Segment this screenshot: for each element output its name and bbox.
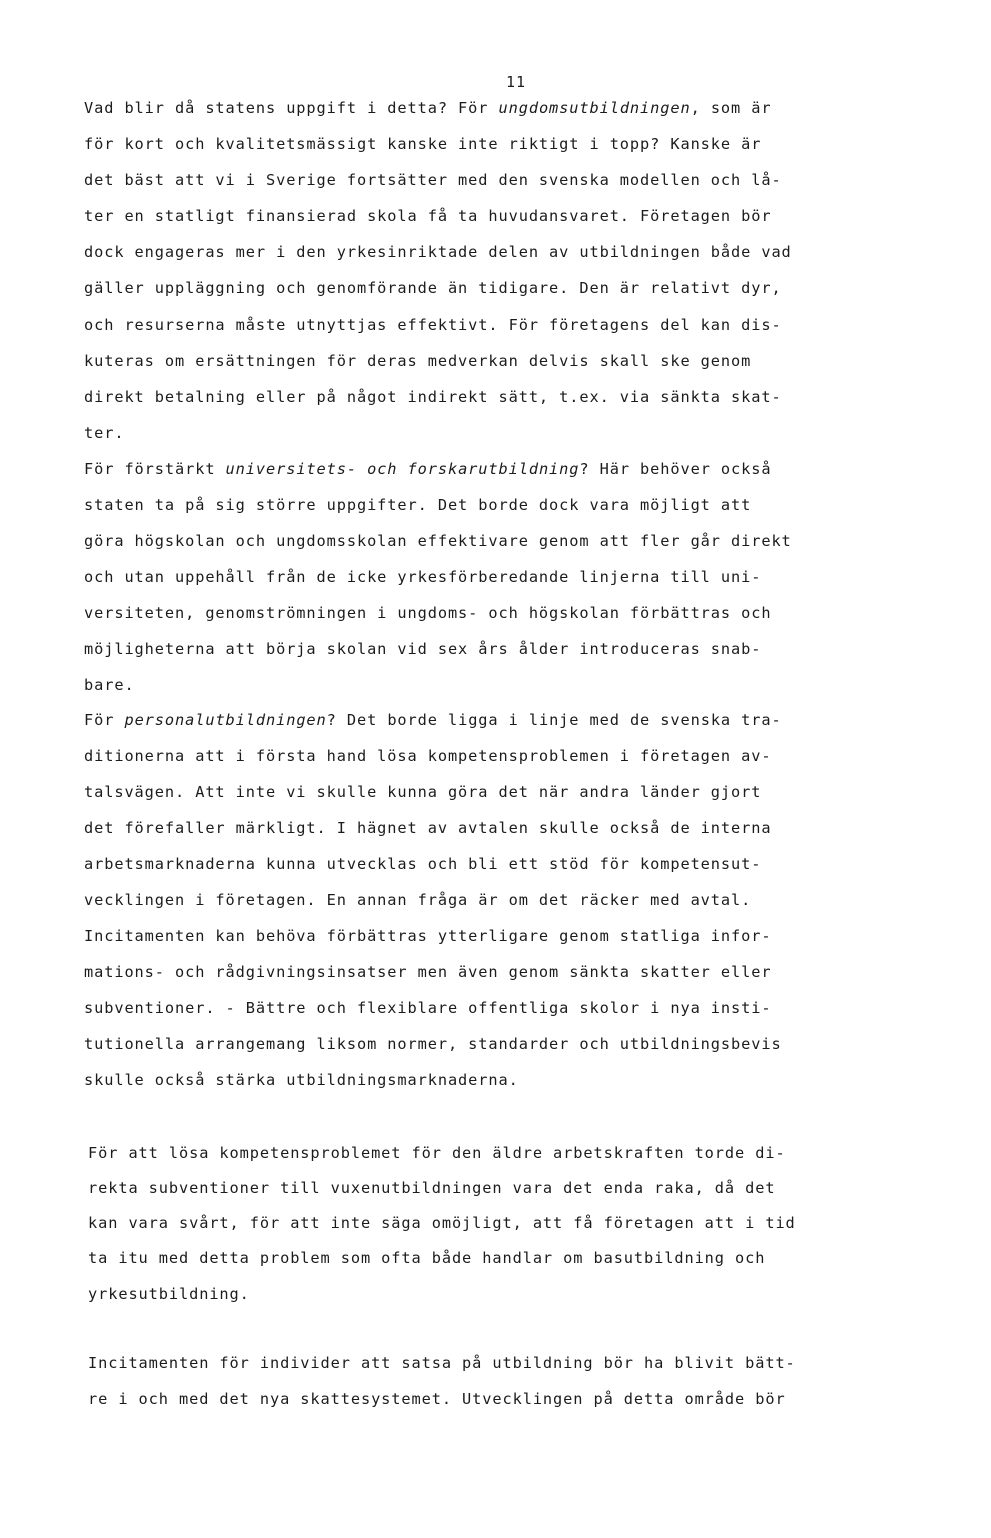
text-line (84, 1070, 519, 1090)
text-line (84, 567, 761, 587)
text-segment: gäller uppläggning och genomförande än tidigare. Den är relativt dyr, (84, 279, 782, 297)
text-segment: För (84, 711, 125, 729)
text-line (84, 170, 782, 190)
text-segment: versiteten, genomströmningen i ungdoms- och högskolan förbättras och (84, 604, 772, 622)
text-segment: staten ta på sig större uppgifter. Det borde dock vara möjligt att (84, 496, 752, 514)
text-line (84, 890, 751, 910)
text-segment: ta itu med detta problem som ofta både handlar om basutbildning och (88, 1249, 766, 1267)
text-segment: direkt betalning eller på något indirekt sätt, t.ex. via sänkta skat- (84, 388, 782, 406)
text-line (84, 675, 135, 695)
text-line (84, 603, 771, 623)
text-segment: möjligheterna att börja skolan vid sex års ålder introduceras snab- (84, 640, 762, 658)
text-line (88, 1143, 786, 1163)
text-segment: tutionella arrangemang liksom normer, standarder och utbildningsbevis (84, 1035, 782, 1053)
text-segment: det förefaller märkligt. I hägnet av avtalen skulle också de interna (84, 819, 772, 837)
text-segment: vecklingen i företagen. En annan fråga är om det räcker med avtal. (84, 891, 752, 909)
text-line (84, 351, 751, 371)
text-segment: För förstärkt (84, 460, 226, 478)
text-line (84, 206, 771, 226)
text-segment: subventioner. - Bättre och flexiblare offentliga skolor i nya insti- (84, 999, 772, 1017)
text-line (84, 998, 771, 1018)
text-line (84, 242, 792, 262)
text-segment: rekta subventioner till vuxenutbildningen vara det enda raka, då det (88, 1179, 776, 1197)
text-segment: ter. (84, 424, 125, 442)
italic-term: personalutbildningen (124, 711, 327, 729)
page-number: 11 (506, 73, 527, 91)
text-segment: ter en statligt finansierad skola få ta huvudansvaret. Företagen bör (84, 207, 772, 225)
text-segment: mations- och rådgivningsinsatser men även genom sänkta skatter eller (84, 963, 772, 981)
text-segment: för kort och kvalitetsmässigt kanske inte riktigt i topp? Kanske är (84, 135, 762, 153)
text-line (84, 639, 761, 659)
text-segment: re i och med det nya skattesystemet. Utvecklingen på detta område bör (88, 1390, 786, 1408)
text-segment: kan vara svårt, för att inte säga omöjligt, att få företagen att i tid (88, 1214, 796, 1232)
text-segment: göra högskolan och ungdomsskolan effektivare genom att fler går direkt (84, 532, 792, 550)
text-segment: , som är (690, 99, 772, 117)
text-segment: talsvägen. Att inte vi skulle kunna göra det när andra länder gjort (84, 783, 762, 801)
text-segment: bare. (84, 676, 135, 694)
text-line (84, 782, 761, 802)
text-line (84, 531, 792, 551)
text-segment: arbetsmarknaderna kunna utvecklas och bli ett stöd för kompetensut- (84, 855, 762, 873)
text-segment: ? Här behöver också (579, 460, 772, 478)
text-line (84, 962, 771, 982)
text-segment: Incitamenten kan behöva förbättras ytterligare genom statliga infor- (84, 927, 772, 945)
text-line (84, 710, 782, 730)
text-line (88, 1353, 796, 1373)
text-segment: ? Det borde ligga i linje med de svenska tra- (326, 711, 782, 729)
text-segment: skulle också stärka utbildningsmarknaderna. (84, 1071, 519, 1089)
text-line (84, 495, 751, 515)
text-line (84, 854, 761, 874)
italic-term: universitets- och forskarutbildning (225, 460, 580, 478)
text-line (84, 278, 782, 298)
text-segment: yrkesutbildning. (88, 1285, 250, 1303)
text-segment: och utan uppehåll från de icke yrkesförberedande linjerna till uni- (84, 568, 762, 586)
text-segment: För att lösa kompetensproblemet för den äldre arbetskraften torde di- (88, 1144, 786, 1162)
text-line (84, 459, 771, 479)
text-line (84, 423, 124, 443)
text-line (88, 1389, 786, 1409)
text-line (84, 387, 782, 407)
text-segment: dock engageras mer i den yrkesinriktade delen av utbildningen både vad (84, 243, 792, 261)
text-line (84, 134, 761, 154)
text-segment: det bäst att vi i Sverige fortsätter med den svenska modellen och lå- (84, 171, 782, 189)
text-line (84, 818, 771, 838)
text-segment: Vad blir då statens uppgift i detta? För (84, 99, 499, 117)
text-segment: Incitamenten för individer att satsa på utbildning bör ha blivit bätt- (88, 1354, 796, 1372)
italic-term: ungdomsutbildningen (498, 99, 691, 117)
text-line (84, 98, 771, 118)
text-segment: kuteras om ersättningen för deras medverkan delvis skall ske genom (84, 352, 752, 370)
text-line (88, 1213, 796, 1233)
text-segment: och resurserna måste utnyttjas effektivt. För företagens del kan dis- (84, 316, 782, 334)
text-line (88, 1248, 765, 1268)
text-line (88, 1178, 775, 1198)
text-line (88, 1284, 250, 1304)
text-line (84, 926, 771, 946)
text-line (84, 1034, 782, 1054)
text-line (84, 746, 771, 766)
text-line (84, 315, 782, 335)
text-segment: ditionerna att i första hand lösa kompetensproblemen i företagen av- (84, 747, 772, 765)
